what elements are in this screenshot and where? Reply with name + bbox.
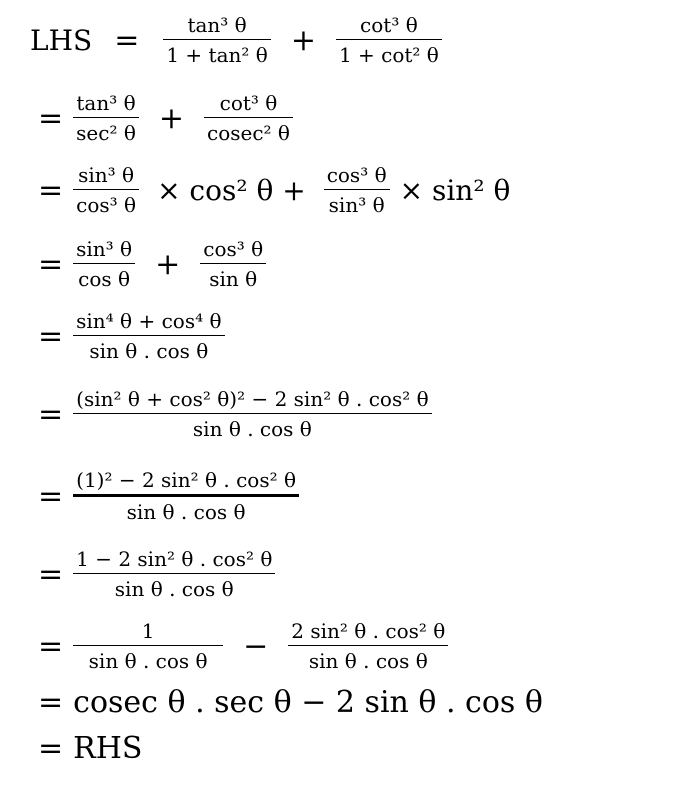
fraction-bar: [73, 413, 431, 415]
rhs-label: RHS: [73, 730, 143, 766]
proof-line-11: [38, 728, 142, 768]
denominator: sin θ . cos θ: [192, 417, 312, 442]
numerator: (1)² − 2 sin² θ . cos² θ: [76, 468, 296, 492]
fraction: [73, 547, 275, 602]
fraction: [204, 91, 293, 146]
denominator: sin θ . cos θ: [88, 649, 208, 674]
fraction-bar: [288, 645, 448, 647]
denominator: sin θ . cos θ: [114, 577, 234, 602]
numerator: (sin² θ + cos² θ)² − 2 sin² θ . cos² θ: [76, 386, 429, 411]
numerator: cos³ θ: [203, 236, 264, 261]
fraction-bar: [163, 39, 270, 41]
fraction: [336, 13, 442, 68]
plus-sign: +: [155, 246, 181, 282]
fraction: [73, 309, 224, 364]
numerator: 1 − 2 sin² θ . cos² θ: [76, 546, 273, 571]
proof-line-3: [38, 158, 510, 222]
multiply-term: × sin² θ: [399, 173, 511, 207]
equals-sign: =: [38, 556, 64, 592]
equals-sign: =: [38, 172, 64, 208]
numerator: cos³ θ: [326, 162, 387, 187]
denominator: cosec² θ: [207, 121, 290, 146]
numerator: cot³ θ: [219, 90, 278, 115]
numerator: sin³ θ: [76, 236, 133, 261]
denominator: cos³ θ: [76, 193, 137, 218]
equals-sign: =: [38, 100, 64, 136]
proof-line-6: [38, 380, 432, 448]
fraction-bar: [73, 117, 139, 119]
equals-sign: =: [38, 246, 64, 282]
fraction: [73, 387, 431, 442]
proof-line-10: [38, 682, 543, 722]
denominator: sin θ . cos θ: [126, 500, 246, 524]
proof-line-1: [30, 10, 442, 70]
equals-sign: =: [38, 396, 64, 432]
equals-sign: =: [114, 22, 140, 58]
equals-sign: =: [38, 478, 64, 514]
fraction-bar: [73, 263, 135, 265]
fraction-bar: [204, 117, 293, 119]
fraction-bar: [324, 189, 390, 191]
fraction-bar: [73, 335, 224, 337]
fraction-bar: [200, 263, 266, 265]
fraction: [324, 163, 390, 218]
denominator: sin θ . cos θ: [308, 649, 428, 674]
fraction-bar: [336, 39, 442, 41]
fraction-bar: [73, 189, 139, 191]
fraction: [163, 13, 270, 68]
fraction: [73, 619, 223, 674]
numerator: sin³ θ: [78, 162, 135, 187]
equals-sign: =: [38, 730, 64, 766]
fraction: [73, 468, 299, 524]
numerator: sin⁴ θ + cos⁴ θ: [76, 308, 222, 333]
denominator: 1 + cot² θ: [338, 43, 439, 68]
fraction: [73, 91, 139, 146]
fraction-bar: [73, 494, 299, 497]
fraction: [288, 619, 448, 674]
denominator: sin³ θ: [328, 193, 385, 218]
proof-line-8: [38, 542, 275, 606]
fraction: [73, 237, 135, 292]
numerator: 1: [141, 618, 155, 643]
multiply-term: × cos² θ +: [157, 173, 306, 207]
denominator: 1 + tan² θ: [166, 43, 268, 68]
proof-line-7: [38, 462, 299, 530]
equals-sign: =: [38, 628, 64, 664]
simplified-expression: cosec θ . sec θ − 2 sin θ . cos θ: [73, 684, 543, 720]
denominator: sec² θ: [76, 121, 136, 146]
equals-sign: =: [38, 684, 64, 720]
proof-line-2: [38, 88, 293, 148]
denominator: sin θ: [209, 267, 258, 292]
proof-line-5: [38, 304, 225, 368]
denominator: cos θ: [78, 267, 131, 292]
numerator: tan³ θ: [187, 12, 247, 37]
equals-sign: =: [38, 318, 64, 354]
numerator: 2 sin² θ . cos² θ: [291, 618, 446, 643]
fraction: [200, 237, 266, 292]
plus-sign: +: [158, 100, 184, 136]
plus-sign: +: [290, 22, 316, 58]
minus-sign: −: [243, 628, 269, 664]
fraction-bar: [73, 573, 275, 575]
lhs-label: LHS: [30, 23, 93, 57]
numerator: cot³ θ: [360, 12, 418, 37]
fraction-bar: [73, 645, 223, 647]
denominator: sin θ . cos θ: [89, 339, 209, 364]
proof-line-4: [38, 232, 266, 296]
fraction: [73, 163, 139, 218]
numerator: tan³ θ: [76, 90, 136, 115]
proof-line-9: [38, 614, 448, 678]
